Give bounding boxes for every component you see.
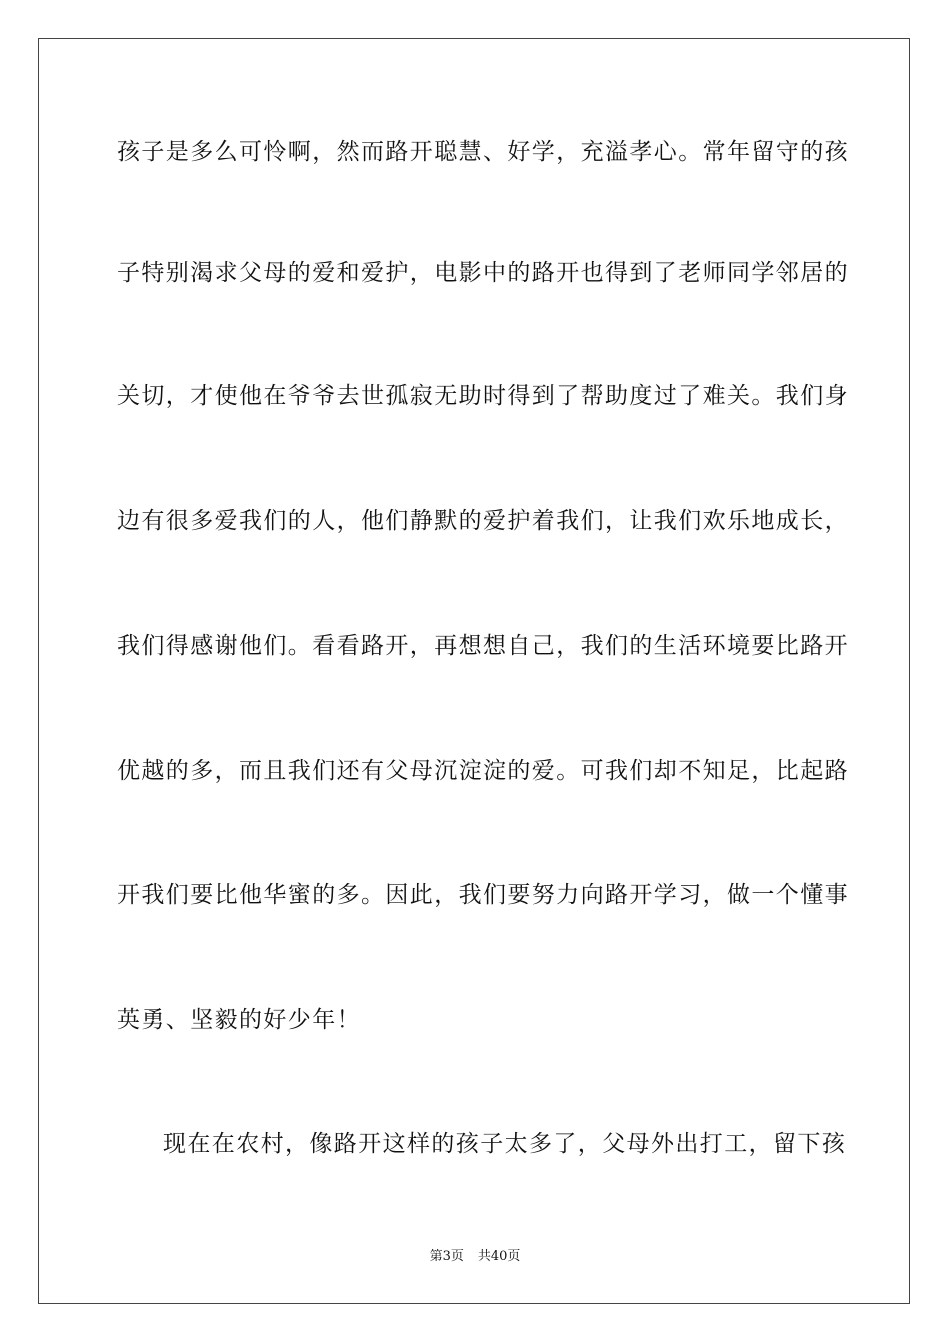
body-text-line: 优越的多，而且我们还有父母沉淀淀的爱。可我们却不知足，比起路: [117, 758, 849, 784]
paragraph-first-line: 现在在农村，像路开这样的孩子太多了，父母外出打工，留下孩: [163, 1131, 847, 1157]
body-text-line: 关切，才使他在爷爷去世孤寂无助时得到了帮助度过了难关。我们身: [117, 383, 849, 409]
page-border: [38, 38, 910, 1304]
body-text-line: 英勇、坚毅的好少年！: [117, 1007, 361, 1033]
body-text-line: 孩子是多么可怜啊，然而路开聪慧、好学，充溢孝心。常年留守的孩: [117, 139, 849, 165]
page-number: 第3页: [429, 1249, 464, 1264]
total-pages: 共40页: [477, 1249, 521, 1264]
body-text-line: 开我们要比他华蜜的多。因此，我们要努力向路开学习，做一个懂事: [117, 882, 849, 908]
body-text-line: 边有很多爱我们的人，他们静默的爱护着我们，让我们欢乐地成长，: [117, 508, 849, 534]
body-text-line: 我们得感谢他们。看看路开，再想想自己，我们的生活环境要比路开: [117, 633, 849, 659]
page-footer: [0, 1248, 950, 1266]
body-text-line: 子特别渴求父母的爱和爱护，电影中的路开也得到了老师同学邻居的: [117, 260, 849, 286]
